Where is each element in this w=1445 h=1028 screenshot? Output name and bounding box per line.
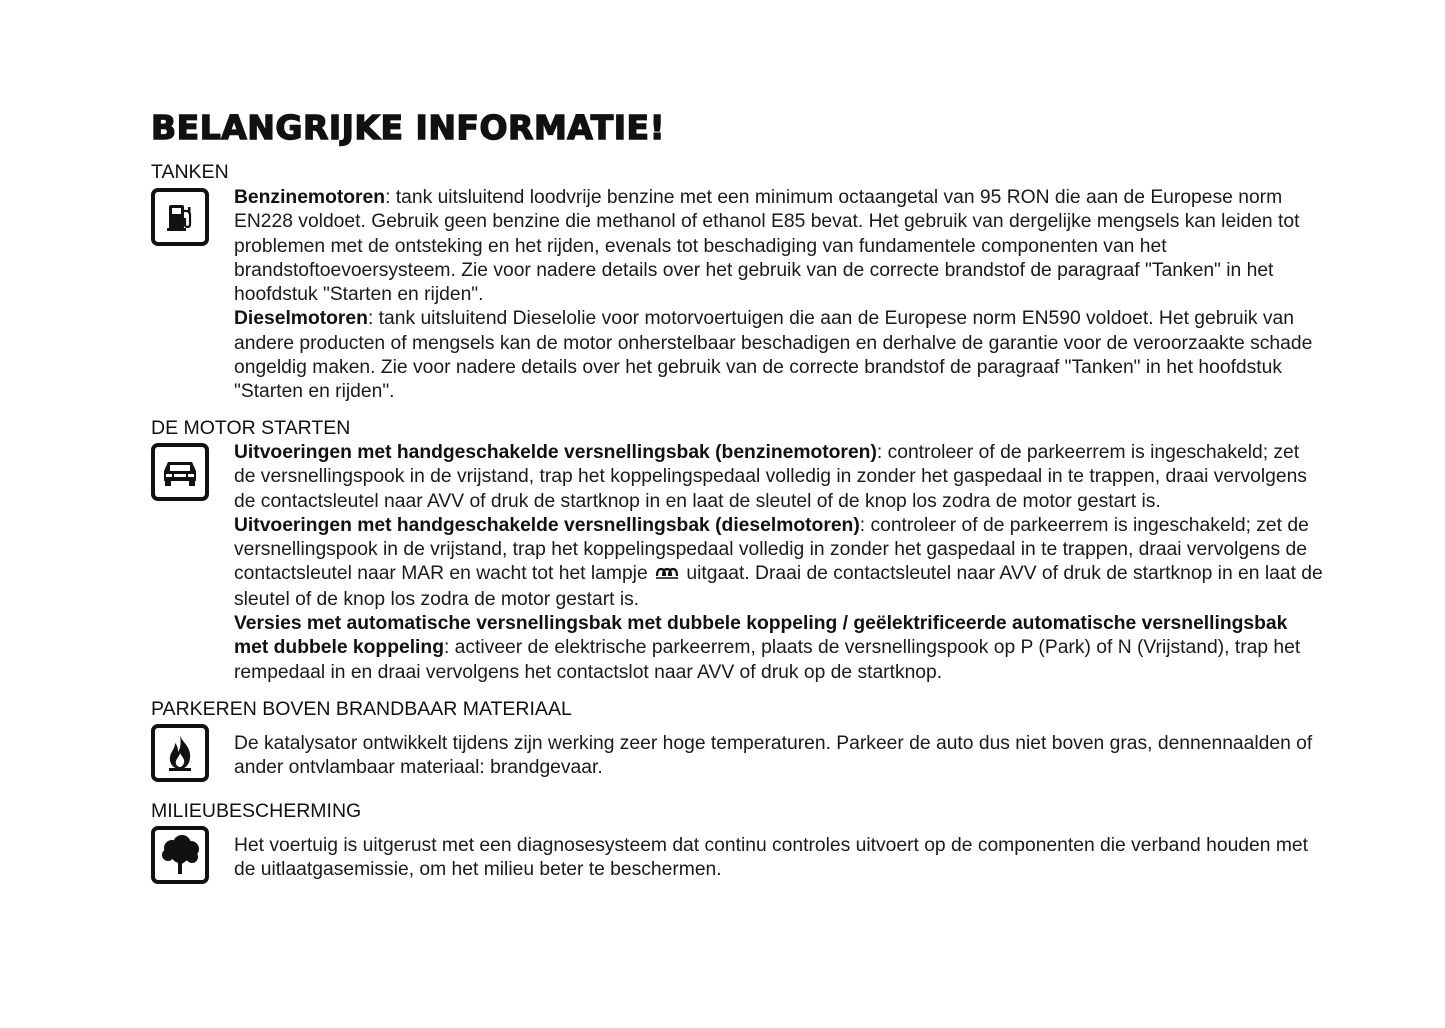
car-front-icon <box>151 443 209 501</box>
petrol-label: Benzinemotoren <box>234 187 386 208</box>
manual-petrol-label: Uitvoeringen met handgeschakelde versnellingsbak (benzinemotoren) <box>234 442 877 463</box>
section-heading-motor-starten: DE MOTOR STARTEN <box>151 417 351 439</box>
tanken-text <box>234 186 1324 405</box>
petrol-text: : tank uitsluitend loodvrije benzine met een minimum octaangetal van 95 RON die aan de Europese norm EN228 voldoet. Gebruik geen benzine die methanol of ethanol E85 bevat. Het gebruik van dergelijke mengsels kan leiden tot problemen met de ontsteking en het rijden, evenals tot beschadiging van fundamentele componenten van het brandstoftoevoersysteem. Zie voor nadere details over het gebruik van de correcte brandstof de paragraaf "Tanken" in het hoofdstuk "Starten en rijden". <box>234 187 1300 306</box>
automatic-paragraph <box>234 612 1324 685</box>
manual-diesel-text-after: uitgaat. Draai de contactsleutel naar AVV of druk de startknop in en laat de sleutel of de knop los zodra de motor gestart is. <box>234 563 1323 610</box>
parkeren-paragraph: De katalysator ontwikkelt tijdens zijn werking zeer hoge temperaturen. Parkeer de auto dus niet boven gras, dennennaalden of ander ontvlambaar materiaal: brandgevaar. <box>234 733 1313 779</box>
motor-starten-text <box>234 441 1324 685</box>
manual-diesel-paragraph <box>234 514 1324 612</box>
fire-icon <box>151 724 209 782</box>
petrol-paragraph <box>234 186 1324 307</box>
automatic-label: Versies met automatische versnellingsbak met dubbele koppeling / geëlektrificeerde automatische versnellingsbak met dubbele koppeling <box>234 613 1288 659</box>
section-heading-tanken: TANKEN <box>151 161 229 183</box>
glow-plug-icon <box>655 563 679 587</box>
manual-diesel-text-before: : controleer of de parkeerrem is ingeschakeld; zet de versnellingspook in de vrijstand, trap het koppelingspedaal volledig in zonder het gaspedaal in te trappen, draai vervolgens de contactsleutel naar MAR en wacht tot het lampje <box>234 514 1309 585</box>
milieu-text <box>234 834 1324 883</box>
automatic-text: : activeer de elektrische parkeerrem, plaats de versnellingspook op P (Park) of N (Vrijstand), trap het rempedaal in en draai vervolgens het contactslot naar AVV of druk op de startknop. <box>234 637 1301 683</box>
milieu-paragraph: Het voertuig is uitgerust met een diagnosesysteem dat continu controles uitvoert op de componenten die verband houden met de uitlaatgasemissie, om het milieu beter te beschermen. <box>234 835 1308 881</box>
page-title: BELANGRIJKE INFORMATIE! <box>151 108 666 147</box>
fuel-pump-icon <box>151 188 209 246</box>
section-heading-parkeren: PARKEREN BOVEN BRANDBAAR MATERIAAL <box>151 698 572 720</box>
manual-petrol-text: : controleer of de parkeerrem is ingeschakeld; zet de versnellingspook in de vrijstand, trap het koppelingspedaal volledig in zonder het gaspedaal in te trappen, draai vervolgens de contactsleutel naar AVV of druk de startknop in en laat de sleutel of de knop los zodra de motor gestart is. <box>234 442 1307 512</box>
section-heading-milieu: MILIEUBESCHERMING <box>151 800 362 822</box>
parkeren-text <box>234 732 1324 781</box>
manual-petrol-paragraph <box>234 441 1324 514</box>
diesel-label: Dieselmotoren <box>234 308 368 330</box>
diesel-text: : tank uitsluitend Dieselolie voor motorvoertuigen die aan de Europese norm EN590 voldoet. Het gebruik van andere producten of mengsels kan de motor onherstelbaar beschadigen en derhalve de garantie voor de veroorzaakte schade ongeldig maken. Zie voor nadere details over het gebruik van de correcte brandstof de paragraaf "Tanken" in het hoofdstuk "Starten en rijden". <box>234 308 1313 403</box>
manual-diesel-label: Uitvoeringen met handgeschakelde versnellingsbak (dieselmotoren) <box>234 514 860 536</box>
diesel-paragraph <box>234 307 1324 404</box>
tree-icon <box>151 826 209 884</box>
